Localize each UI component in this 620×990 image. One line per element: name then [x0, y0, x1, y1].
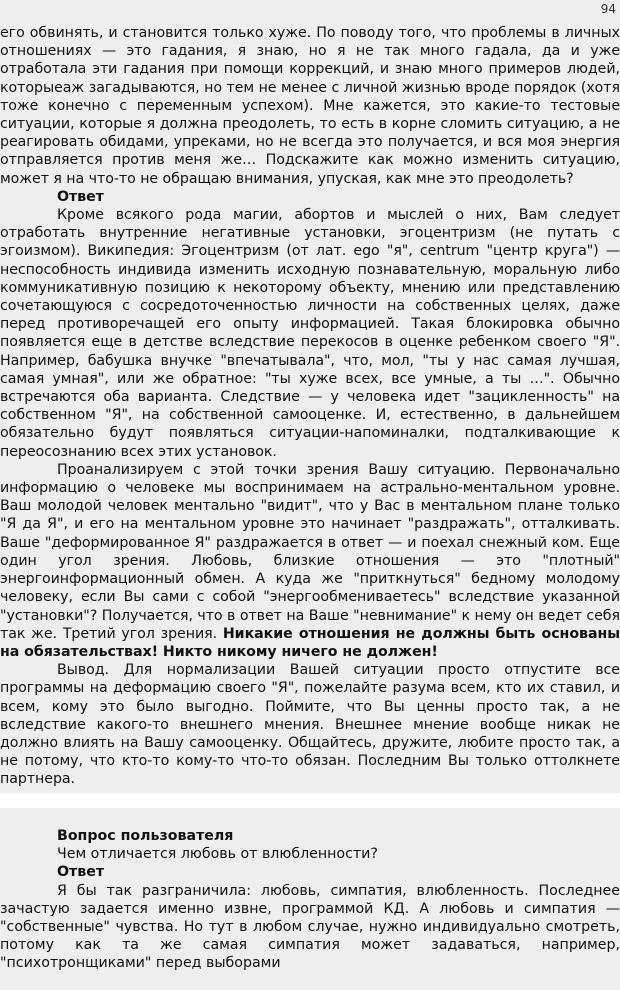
answer-paragraph: Кроме всякого рода магии, абортов и мыслей о них, Вам следует отработать внутренние негативные установки, эгоцентризм (не путать с эгоизмом). Википедия: Эгоцентризм (от лат. ego "я", centrum "центр круга") — неспособность индивида изменить исходную познавательную, моральную либо коммуникативную позицию к некоторому объекту, мнению или представлению сочетающуюся с сосредоточенностью личности на собственных целях, даже перед противоречащей его опыту информацией. Такая блокировка обычно появляется еще в детстве вследствие перекосов в оценке ребенком своего "Я". Например, бабушка внучке "впечатывала", что, мол, "ты у нас самая лучшая, самая умная", или же обратное: "ты хуже всех, все умные, а ты …". Обычно встречаются оба варианта. Следствие — у человека идет "зацикленность" на собственном "Я", на собственной самооценке. И, естественно, в дальнейшем обязательно будут появляться ситуации-напоминалки, подталкивающие к переосознанию всех этих установок. [0, 207, 620, 460]
conclusion-paragraph: Вывод. Для нормализации Вашей ситуации просто отпустите все программы на деформацию своего "Я", пожелайте разума всем, кто их ставил, и всем, кому это было выгодно. Поймите, что Вы ценны просто так, а не вследствие какого-то внешнего мнения. Внешнее мнение вообще никак не должно влиять на Вашу самооценку. Общайтесь, дружите, любите просто так, а не потому, что кто-то кому-то что-то обязан. Последним Вы только оттолкнете партнера. [0, 662, 620, 788]
answer-heading: Ответ [57, 864, 105, 881]
answer-heading: Ответ [57, 188, 104, 205]
answer-paragraph-text: Проанализируем с этой точки зрения Вашу ситуацию. Первоначально информацию о человеке мы воспринимаем на астрально-ментальном уровне. Ваш молодой человек ментально "видит", что у Вас в ментальном плане только "Я да Я", и его на ментальном уровне это начинает "раздражать", отталкивать. Ваше "деформированное Я" раздражается в ответ — и поехал снежный ком. Еще один угол зрения. Любовь, близкие отношения — это "плотный" энергоинформационный обмен. А куда же "приткнуться" бедному молодому человеку, если Вы сами с собой "энергообмениваетесь" вследствие указанной "установки"? Получается, что в ответ на Ваше "невнимание" к нему он ведет себя так же. Третий угол зрения. [0, 461, 620, 642]
section-separator [0, 793, 620, 808]
answer-paragraph: Я бы так разграничила: любовь, симпатия, влюбленность. Последнее зачастую задается именно извне, программой КД. А любовь и симпатия — "собственные" чувства. Но тут в любом случае, нужно индивидуально смотреть, потому как та же самая симпатия может задаваться, например, "психотронщиками" перед выборами [0, 882, 620, 972]
question-continuation-paragraph: его обвинять, и становится только хуже. По поводу того, что проблемы в личных отношениях — это гадания, я знаю, но я не так много гадала, да и уже отработала эти гадания при помощи коррекций, и знаю много примеров людей, которыеаж загадываются, но тем не менее с личной жизнью вроде порядок (хотя тоже конечно с переменным успехом). Мне кажется, это какие-то тестовые ситуации, которые я должна преодолеть, то есть в корне сломить ситуацию, а не реагировать обидами, упреками, но не всегда это получается, и вся моя энергия отправляется против меня же… Подскажите как можно изменить ситуацию, может я на что-то не обращаю внимания, упуская, как мне это преодолеть? [0, 25, 620, 187]
question-section-2 [0, 827, 620, 973]
question-heading: Вопрос пользователя [57, 828, 234, 844]
question-text: Чем отличается любовь от влюбленности? [57, 846, 378, 863]
answer-section-1 [0, 24, 620, 789]
answer-paragraph [0, 461, 620, 661]
page-number: 94 [600, 2, 616, 16]
emphasis-text: Никакие отношения не должны быть основаны на обязательствах! Никто никому ничего не должен! [0, 625, 620, 660]
